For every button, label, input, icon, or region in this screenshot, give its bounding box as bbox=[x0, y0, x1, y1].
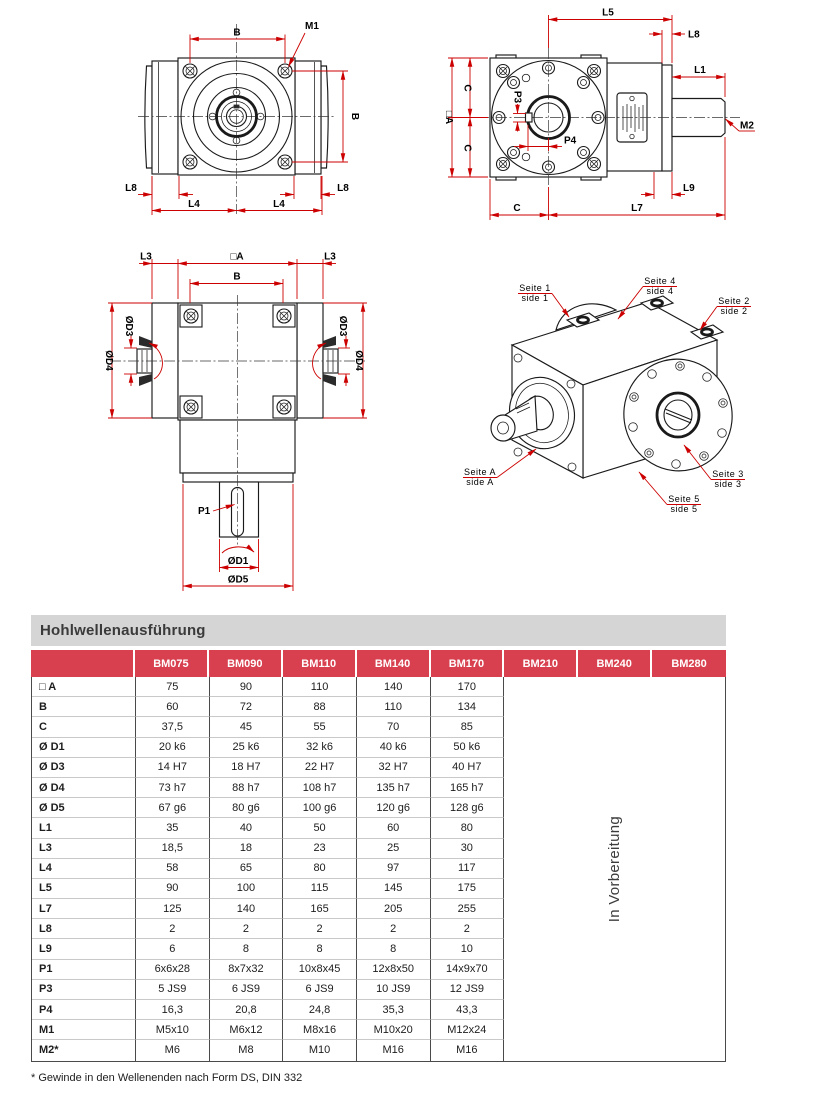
right-end-cap bbox=[321, 66, 328, 168]
dim-label-b-section: B bbox=[233, 271, 241, 283]
label-seite-1: Seite 1 bbox=[519, 283, 551, 293]
table-cell: 18 bbox=[210, 839, 284, 859]
column-header-bm210: BM210 bbox=[504, 650, 578, 677]
dim-d3-right bbox=[337, 316, 350, 386]
dim-label-d4-left: ØD4 bbox=[103, 350, 114, 371]
section-view bbox=[103, 252, 367, 592]
table-cell: 24,8 bbox=[283, 1000, 357, 1020]
table-cell: M12x24 bbox=[431, 1020, 505, 1040]
dim-l8-side bbox=[649, 30, 700, 64]
table-cell: 10 JS9 bbox=[357, 980, 431, 1000]
table-cell: 10x8x45 bbox=[283, 960, 357, 980]
dim-l1 bbox=[672, 65, 725, 220]
table-cell: M8 bbox=[210, 1040, 284, 1060]
table-cell: 6 JS9 bbox=[210, 980, 284, 1000]
dim-label-l7: L7 bbox=[631, 203, 643, 214]
table-cell: 80 bbox=[431, 818, 505, 838]
table-cell: 108 h7 bbox=[283, 778, 357, 798]
row-label: L9 bbox=[32, 939, 136, 959]
table-cell: 80 g6 bbox=[210, 798, 284, 818]
dim-label-l4-right: L4 bbox=[273, 199, 285, 210]
dim-label-d1: ØD1 bbox=[227, 556, 249, 567]
table-cell: 14 H7 bbox=[136, 758, 210, 778]
table-cell: 23 bbox=[283, 839, 357, 859]
table-cell: 6 JS9 bbox=[283, 980, 357, 1000]
table-cell: 10 bbox=[431, 939, 505, 959]
front-view bbox=[125, 21, 360, 215]
right-plate bbox=[297, 303, 323, 418]
table-cell: 32 k6 bbox=[283, 738, 357, 758]
table-cell: 170 bbox=[431, 677, 505, 697]
dim-l8-left bbox=[125, 176, 193, 199]
row-label: L5 bbox=[32, 879, 136, 899]
callout-side1 bbox=[518, 283, 569, 317]
table-cell: M16 bbox=[357, 1040, 431, 1060]
row-label: P1 bbox=[32, 960, 136, 980]
row-label: L4 bbox=[32, 859, 136, 879]
dim-l9 bbox=[641, 172, 695, 199]
table-cell: 120 g6 bbox=[357, 798, 431, 818]
table-cell: 43,3 bbox=[431, 1000, 505, 1020]
table-cell: 100 g6 bbox=[283, 798, 357, 818]
table-cell: 110 bbox=[283, 677, 357, 697]
table-cell: 8x7x32 bbox=[210, 960, 284, 980]
label-seite-a: Seite A bbox=[463, 467, 497, 477]
table-cell: 125 bbox=[136, 899, 210, 919]
dim-d3-left bbox=[123, 316, 137, 386]
table-body bbox=[31, 677, 726, 1062]
row-label: □ A bbox=[32, 677, 136, 697]
table-cell: 40 H7 bbox=[431, 758, 505, 778]
table-cell: M6 bbox=[136, 1040, 210, 1060]
row-label: C bbox=[32, 717, 136, 737]
table-cell: 140 bbox=[357, 677, 431, 697]
table-cell: 75 bbox=[136, 677, 210, 697]
shaft-collar bbox=[662, 65, 672, 171]
table-title: Hohlwellenausführung bbox=[31, 615, 726, 646]
table-cell: 5 JS9 bbox=[136, 980, 210, 1000]
table-cell: 8 bbox=[357, 939, 431, 959]
dim-label-d5: ØD5 bbox=[227, 574, 249, 586]
placeholder-vertical-text: In Vorbereitung bbox=[606, 815, 624, 922]
table-cell: 55 bbox=[283, 717, 357, 737]
label-seite-2: Seite 2 bbox=[718, 296, 750, 306]
table-cell: M5x10 bbox=[136, 1020, 210, 1040]
in-preparation-cell bbox=[504, 677, 725, 1061]
table-cell: M8x16 bbox=[283, 1020, 357, 1040]
footnote: * Gewinde in den Wellenenden nach Form DS, DIN 332 bbox=[31, 1072, 303, 1084]
table-cell: 12 JS9 bbox=[431, 980, 505, 1000]
callout-side5 bbox=[639, 472, 701, 514]
row-label: M2* bbox=[32, 1040, 136, 1060]
table-header-row bbox=[31, 650, 726, 677]
column-header-bm075: BM075 bbox=[135, 650, 209, 677]
table-cell: 14x9x70 bbox=[431, 960, 505, 980]
dim-l4 bbox=[152, 176, 322, 215]
label-side-1: side 1 bbox=[521, 293, 549, 303]
callout-sideA bbox=[463, 449, 536, 487]
row-label: Ø D4 bbox=[32, 778, 136, 798]
table-cell: 25 bbox=[357, 839, 431, 859]
table-cell: 40 bbox=[210, 818, 284, 838]
table-cell: M10 bbox=[283, 1040, 357, 1060]
dim-label-a-side: □A bbox=[443, 110, 454, 125]
table-cell: 20,8 bbox=[210, 1000, 284, 1020]
table-cell: 16,3 bbox=[136, 1000, 210, 1020]
dim-l5 bbox=[549, 8, 673, 64]
table-cell: 18,5 bbox=[136, 839, 210, 859]
table-cell: 50 k6 bbox=[431, 738, 505, 758]
table-cell: 50 bbox=[283, 818, 357, 838]
keyway-mark bbox=[234, 105, 240, 109]
table-cell: 88 bbox=[283, 697, 357, 717]
table-cell: 73 h7 bbox=[136, 778, 210, 798]
table-cell: 45 bbox=[210, 717, 284, 737]
dim-label-m1: M1 bbox=[305, 21, 319, 32]
label-seite-3: Seite 3 bbox=[712, 469, 744, 479]
table-cell: 2 bbox=[431, 919, 505, 939]
row-label: Ø D3 bbox=[32, 758, 136, 778]
column-header-bm110: BM110 bbox=[283, 650, 357, 677]
table-cell: 88 h7 bbox=[210, 778, 284, 798]
callout-side2 bbox=[700, 296, 751, 330]
row-label: M1 bbox=[32, 1020, 136, 1040]
label-side-3: side 3 bbox=[714, 479, 742, 489]
row-label: Ø D1 bbox=[32, 738, 136, 758]
table-cell: M6x12 bbox=[210, 1020, 284, 1040]
row-label: L8 bbox=[32, 919, 136, 939]
column-header-bm240: BM240 bbox=[578, 650, 652, 677]
dim-label-l3-left: L3 bbox=[140, 251, 152, 263]
table-cell: M10x20 bbox=[357, 1020, 431, 1040]
dim-b-section bbox=[190, 272, 283, 304]
dim-label-l4-left: L4 bbox=[188, 199, 200, 210]
dim-label-l8-left: L8 bbox=[125, 183, 137, 194]
table-cell: 58 bbox=[136, 859, 210, 879]
left-side-plate bbox=[152, 61, 178, 174]
left-plate bbox=[152, 303, 178, 418]
table-cell: 165 h7 bbox=[431, 778, 505, 798]
table-cell: 2 bbox=[357, 919, 431, 939]
row-label: L1 bbox=[32, 818, 136, 838]
table-cell: 2 bbox=[136, 919, 210, 939]
table-cell: 60 bbox=[136, 697, 210, 717]
table-cell: 8 bbox=[210, 939, 284, 959]
table-cell: 22 H7 bbox=[283, 758, 357, 778]
label-side-4: side 4 bbox=[646, 286, 674, 296]
row-label: B bbox=[32, 697, 136, 717]
label-side-5: side 5 bbox=[670, 504, 698, 514]
isometric-view bbox=[463, 276, 751, 514]
table-cell: 90 bbox=[136, 879, 210, 899]
table-cell: 97 bbox=[357, 859, 431, 879]
dim-label-d3-right: ØD3 bbox=[337, 315, 348, 337]
row-label: Ø D5 bbox=[32, 798, 136, 818]
table-cell: 165 bbox=[283, 899, 357, 919]
table-cell: 37,5 bbox=[136, 717, 210, 737]
table-cell: 80 bbox=[283, 859, 357, 879]
dim-label-b-top: B bbox=[233, 27, 241, 39]
table-cell: 18 H7 bbox=[210, 758, 284, 778]
row-label: L7 bbox=[32, 899, 136, 919]
left-end-cap bbox=[145, 66, 152, 168]
dim-label-b-right: B bbox=[349, 112, 360, 121]
table-cell: 40 k6 bbox=[357, 738, 431, 758]
table-cell: M16 bbox=[431, 1040, 505, 1060]
table-cell: 117 bbox=[431, 859, 505, 879]
dim-label-l9: L9 bbox=[683, 183, 695, 194]
table-cell: 255 bbox=[431, 899, 505, 919]
dim-label-l1: L1 bbox=[694, 65, 706, 76]
label-seite-5: Seite 5 bbox=[668, 494, 700, 504]
table-cell: 20 k6 bbox=[136, 738, 210, 758]
label-side-a: side A bbox=[466, 477, 494, 487]
dim-label-d3-left: ØD3 bbox=[123, 315, 134, 337]
dim-label-p3: P3 bbox=[511, 90, 523, 104]
table-cell: 100 bbox=[210, 879, 284, 899]
table-cell: 67 g6 bbox=[136, 798, 210, 818]
table-cell: 60 bbox=[357, 818, 431, 838]
dim-l8-right bbox=[280, 176, 349, 199]
label-side-2: side 2 bbox=[720, 306, 748, 316]
table-cell: 35 bbox=[136, 818, 210, 838]
table-cell: 115 bbox=[283, 879, 357, 899]
dim-a-left bbox=[443, 58, 488, 177]
dim-label-c-lower: C bbox=[461, 144, 473, 152]
dim-label-c-upper: C bbox=[461, 84, 473, 92]
table-cell: 90 bbox=[210, 677, 284, 697]
table-cell: 175 bbox=[431, 879, 505, 899]
table-cell: 35,3 bbox=[357, 1000, 431, 1020]
table-cell: 32 H7 bbox=[357, 758, 431, 778]
dim-label-l8-side: L8 bbox=[688, 29, 700, 41]
side-view bbox=[443, 8, 755, 221]
table-cell: 6x6x28 bbox=[136, 960, 210, 980]
output-flange bbox=[183, 473, 293, 482]
table-cell: 72 bbox=[210, 697, 284, 717]
column-header-bm140: BM140 bbox=[357, 650, 431, 677]
table-cell: 85 bbox=[431, 717, 505, 737]
dim-label-a-top: □A bbox=[230, 251, 244, 263]
row-label: P3 bbox=[32, 980, 136, 1000]
dim-label-p1: P1 bbox=[198, 506, 211, 517]
table-cell: 145 bbox=[357, 879, 431, 899]
table-cell: 140 bbox=[210, 899, 284, 919]
table-cell: 12x8x50 bbox=[357, 960, 431, 980]
dimension-table-section bbox=[31, 615, 726, 1062]
table-cell: 8 bbox=[283, 939, 357, 959]
dim-label-m2: M2 bbox=[740, 120, 754, 132]
table-cell: 2 bbox=[283, 919, 357, 939]
dim-label-c-bottom: C bbox=[513, 203, 521, 214]
table-cell: 134 bbox=[431, 697, 505, 717]
table-cell: 70 bbox=[357, 717, 431, 737]
table-cell: 30 bbox=[431, 839, 505, 859]
label-seite-4: Seite 4 bbox=[644, 276, 676, 286]
callout-m2 bbox=[726, 119, 756, 132]
table-cell: 205 bbox=[357, 899, 431, 919]
row-label: P4 bbox=[32, 1000, 136, 1020]
table-cell: 110 bbox=[357, 697, 431, 717]
dim-label-l3-right: L3 bbox=[324, 251, 336, 263]
column-header-bm170: BM170 bbox=[431, 650, 505, 677]
table-cell: 6 bbox=[136, 939, 210, 959]
column-header-bm280: BM280 bbox=[652, 650, 726, 677]
dim-d1 bbox=[220, 539, 259, 572]
table-cell: 2 bbox=[210, 919, 284, 939]
column-header-blank bbox=[31, 650, 135, 677]
table-cell: 135 h7 bbox=[357, 778, 431, 798]
dim-label-p4: P4 bbox=[564, 135, 577, 147]
dim-label-l8-right: L8 bbox=[337, 183, 349, 194]
right-side-plate bbox=[295, 61, 321, 174]
row-label: L3 bbox=[32, 839, 136, 859]
table-cell: 128 g6 bbox=[431, 798, 505, 818]
dim-label-l5: L5 bbox=[602, 7, 614, 19]
column-header-bm090: BM090 bbox=[209, 650, 283, 677]
table-cell: 25 k6 bbox=[210, 738, 284, 758]
dim-label-d4-right: ØD4 bbox=[353, 350, 364, 371]
table-cell: 65 bbox=[210, 859, 284, 879]
